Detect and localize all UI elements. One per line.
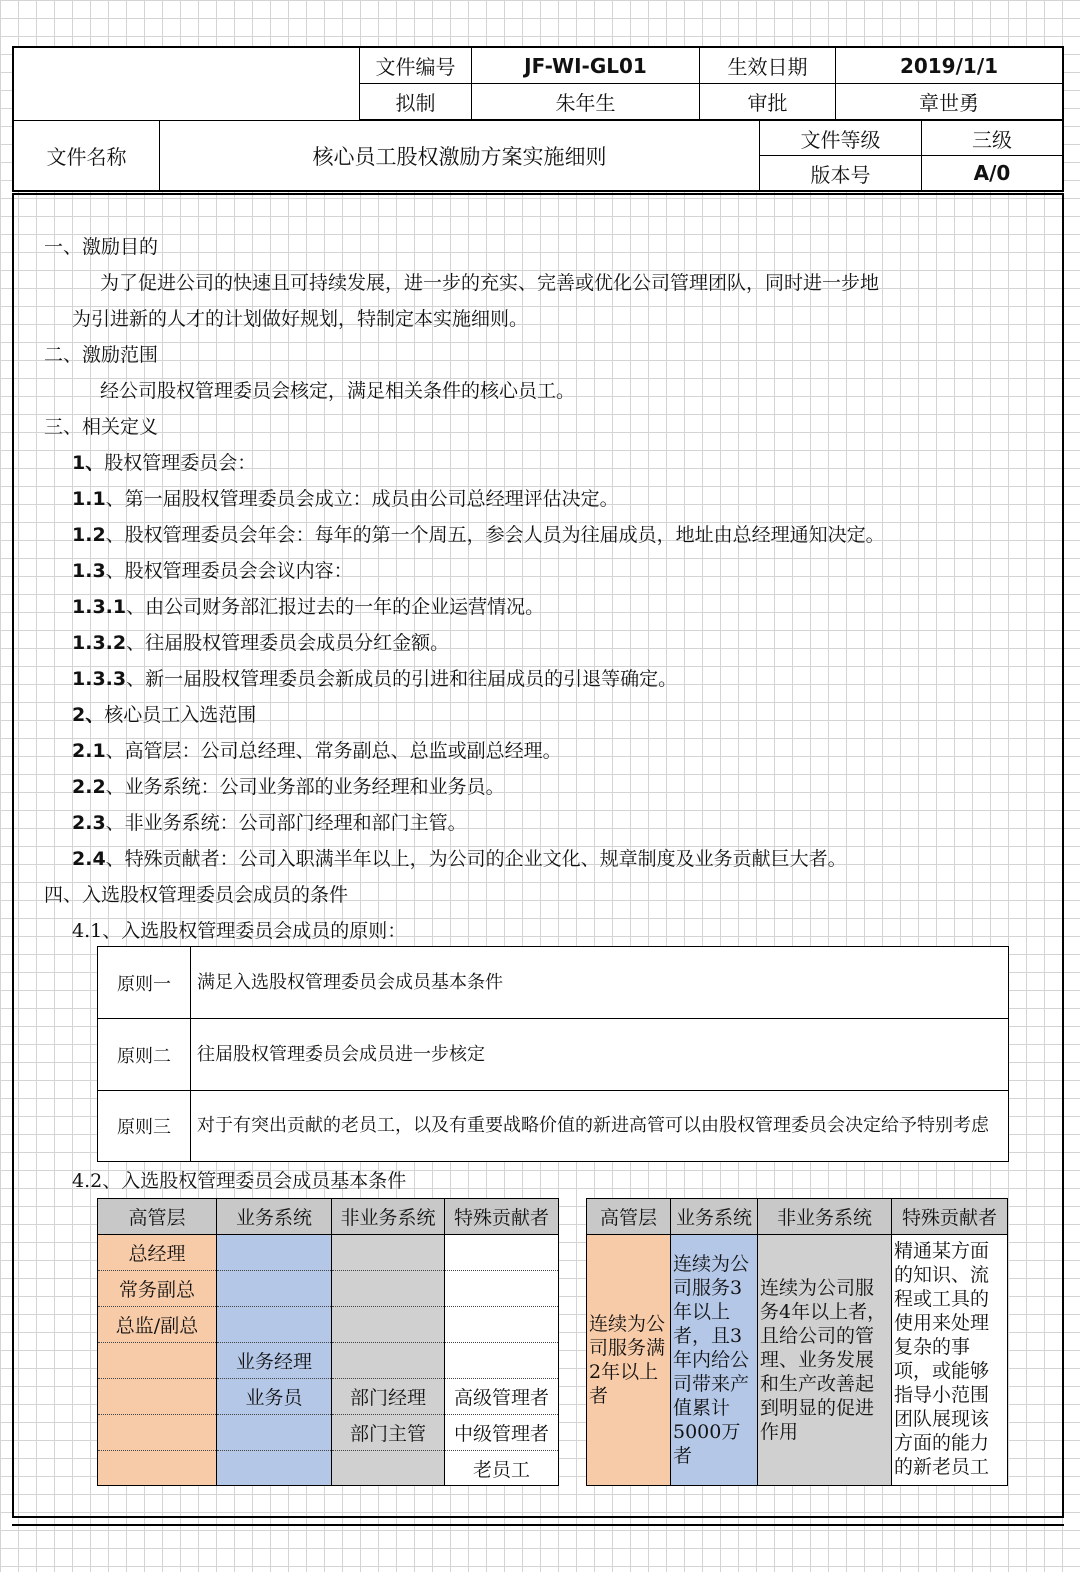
document-header [12,46,1064,192]
section-4-1-title: 4.1、入选股权管理委员会成员的原则： [72,920,407,942]
principles-table [97,946,1009,1162]
effective-date-label: 生效日期 [700,48,836,84]
col-non-business [758,1199,891,1485]
section-2-title: 二、激励范围 [44,344,159,366]
col-special-contributor [892,1199,1007,1485]
definition-item [72,772,505,802]
cell [445,1235,558,1271]
section-3-title: 三、相关定义 [44,416,159,438]
cell [98,1451,216,1485]
item-text: 、股权管理委员会会议内容： [105,560,353,582]
cell [332,1343,444,1379]
section-2-paragraph: 经公司股权管理委员会核定，满足相关条件的核心员工。 [100,380,576,402]
version-label: 版本号 [760,156,922,190]
drafter-value: 朱年生 [472,84,700,120]
col-executive [98,1199,216,1485]
cell: 总监/副总 [98,1307,216,1343]
item-number: 1、 [72,452,105,474]
item-text: 、第一届股权管理委员会成立：成员由公司总经理评估决定。 [105,488,619,510]
cell [332,1271,444,1307]
effective-date-value: 2019/1/1 [836,48,1062,84]
cell [217,1451,331,1485]
definition-item [72,448,256,478]
principle-key: 原则一 [98,947,191,1018]
item-text: 、非业务系统：公司部门经理和部门主管。 [105,812,467,834]
principle-key: 原则三 [98,1091,191,1161]
item-text: 、新一届股权管理委员会新成员的引进和往届成员的引退等确定。 [126,668,678,690]
condition-text: 连续为公司服务4年以上者，且给公司的管理、业务发展和生产改善起到明显的促进作用 [758,1235,891,1485]
col-header: 非业务系统 [758,1199,891,1235]
principle-value: 往届股权管理委员会成员进一步核定 [197,1043,485,1065]
doc-no-label: 文件编号 [360,48,472,84]
cell [217,1271,331,1307]
cell [332,1307,444,1343]
cell: 业务员 [217,1379,331,1415]
doc-name-label: 文件名称 [14,121,160,190]
definition-item [72,700,256,730]
col-header: 特殊贡献者 [445,1199,558,1235]
item-number: 1.3 [72,560,106,582]
item-number: 1.2 [72,524,106,546]
cell [332,1451,444,1485]
condition-text: 连续为公司服务满2年以上者 [587,1235,670,1485]
cell [217,1415,331,1451]
item-text: 、业务系统：公司业务部的业务经理和业务员。 [105,776,505,798]
definition-item [72,736,562,766]
section-1-title: 一、激励目的 [44,236,159,258]
cell [98,1415,216,1451]
doc-no-value: JF-WI-GL01 [472,48,700,84]
item-text: 、特殊贡献者：公司入职满半年以上，为公司的企业文化、规章制度及业务贡献巨大者。 [105,848,847,870]
col-business [217,1199,331,1485]
cell [445,1307,558,1343]
cell [217,1235,331,1271]
cell [217,1307,331,1343]
principle-key: 原则二 [98,1019,191,1090]
cell [98,1379,216,1415]
definition-item [72,664,677,694]
cell: 常务副总 [98,1271,216,1307]
item-text: 、由公司财务部汇报过去的一年的企业运营情况。 [126,596,545,618]
definition-item [72,592,544,622]
condition-text: 连续为公司服务3年以上者，且3年内给公司带来产值累计5000万者 [671,1235,757,1485]
col-header: 高管层 [98,1199,216,1235]
version-value: A/0 [922,156,1062,190]
conditions-table-right [586,1198,1008,1486]
approver-label: 审批 [700,84,836,120]
item-number: 1.3.3 [72,668,127,690]
doc-level-label: 文件等级 [760,121,922,156]
col-header: 特殊贡献者 [892,1199,1007,1235]
item-text: 核心员工入选范围 [104,704,257,726]
item-number: 2.2 [72,776,106,798]
col-header: 非业务系统 [332,1199,444,1235]
item-number: 1.3.2 [72,632,127,654]
condition-text: 精通某方面的知识、流程或工具的使用来处理复杂的事项，或能够指导小范围团队展现该方面的能力的新老员工 [892,1235,1007,1485]
item-number: 2.3 [72,812,106,834]
item-number: 2.4 [72,848,106,870]
definition-item [72,484,619,514]
approver-value: 章世勇 [836,84,1062,120]
item-text: 股权管理委员会： [104,452,257,474]
col-special-contributor [445,1199,558,1485]
definition-item [72,844,847,874]
definition-item [72,520,885,550]
section-1-paragraph-line-1: 为了促进公司的快速且可持续发展，进一步的充实、完善或优化公司管理团队，同时进一步地 [100,272,880,294]
bottom-rule [12,1524,1064,1526]
drafter-label: 拟制 [360,84,472,120]
col-non-business [332,1199,444,1485]
section-1-paragraph-line-2: 为引进新的人才的计划做好规划，特制定本实施细则。 [72,308,529,330]
cell: 部门主管 [332,1415,444,1451]
cell: 高级管理者 [445,1379,558,1415]
doc-name-value: 核心员工股权激励方案实施细则 [160,121,760,190]
principle-value: 对于有突出贡献的老员工，以及有重要战略价值的新进高管可以由股权管理委员会决定给予特别考虑 [197,1115,989,1136]
definition-item [72,808,467,838]
item-number: 1.1 [72,488,106,510]
cell [445,1343,558,1379]
principle-row [98,1091,1008,1161]
section-4-2-title: 4.2、入选股权管理委员会成员基本条件 [72,1170,407,1192]
cell: 总经理 [98,1235,216,1271]
section-4-title: 四、入选股权管理委员会成员的条件 [44,884,349,906]
cell [445,1271,558,1307]
doc-level-value: 三级 [922,121,1062,156]
cell: 老员工 [472,1458,530,1481]
cell [98,1343,216,1379]
item-text: 、往届股权管理委员会成员分红金额。 [126,632,450,654]
principle-value: 满足入选股权管理委员会成员基本条件 [197,971,503,993]
header-blank [14,48,360,120]
item-number: 2、 [72,704,105,726]
col-business [671,1199,757,1485]
cell [332,1235,444,1271]
item-text: 、股权管理委员会年会：每年的第一个周五，参会人员为往届成员，地址由总经理通知决定。 [105,524,885,546]
principle-row [98,947,1008,1019]
cell: 业务经理 [217,1343,331,1379]
col-header: 业务系统 [671,1199,757,1235]
cell: 中级管理者 [445,1415,558,1451]
item-text: 、高管层：公司总经理、常务副总、总监或副总经理。 [105,740,562,762]
principle-row [98,1019,1008,1091]
col-header: 业务系统 [217,1199,331,1235]
col-header: 高管层 [587,1199,670,1235]
cell: 部门经理 [332,1379,444,1415]
col-executive [587,1199,670,1485]
item-number: 2.1 [72,740,106,762]
definition-item [72,628,449,658]
item-number: 1.3.1 [72,596,127,618]
definition-item [72,556,353,586]
conditions-table-left [97,1198,559,1486]
